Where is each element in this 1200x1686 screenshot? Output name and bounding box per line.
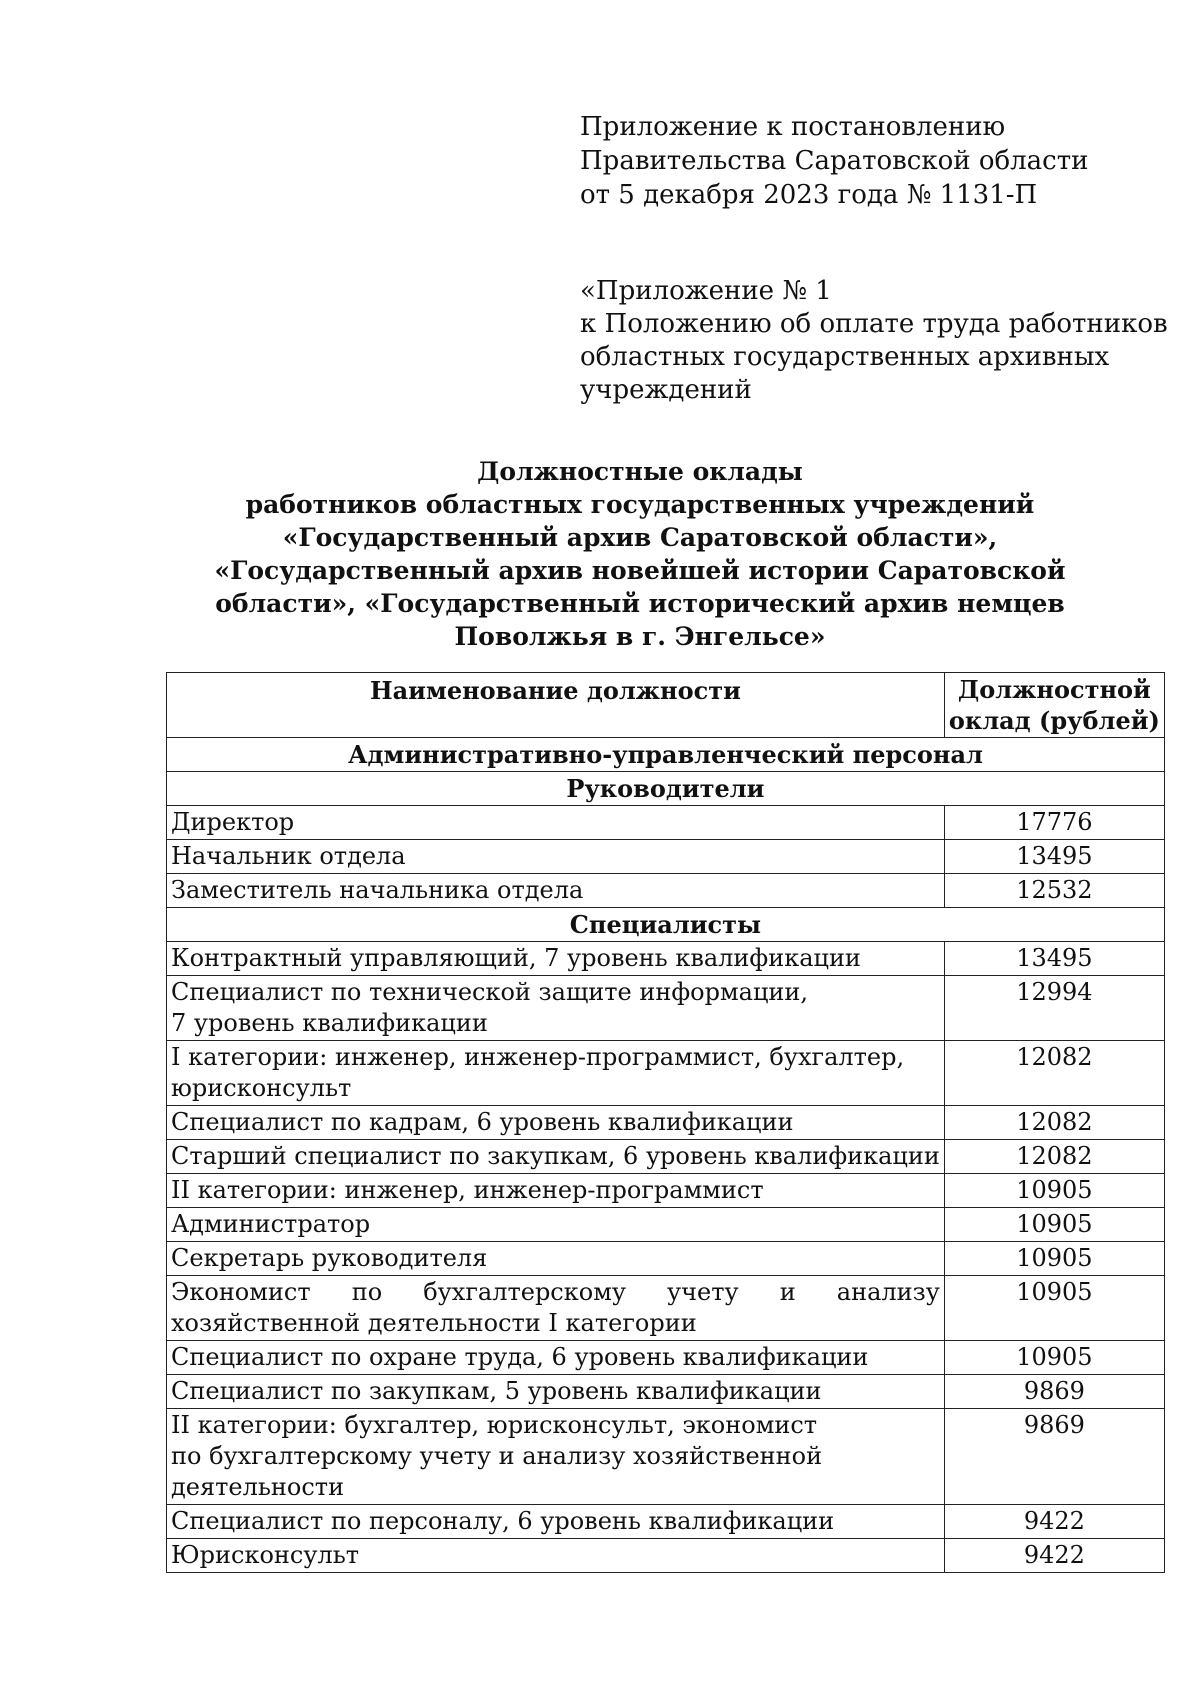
annex-line: от 5 декабря 2023 года № 1131-П — [580, 180, 1038, 210]
annex-block-line: областных государственных архивных — [580, 342, 1110, 372]
section-row — [167, 908, 1165, 942]
table-row — [167, 1242, 1165, 1276]
position-name: Специалист по персоналу, 6 уровень квалификации — [167, 1505, 945, 1539]
section-specialists: Специалисты — [167, 908, 1165, 942]
header-position-name: Наименование должности — [167, 673, 945, 738]
position-name-line: 7 уровень квалификации — [171, 1009, 488, 1037]
position-name: Секретарь руководителя — [167, 1242, 945, 1276]
section-row — [167, 772, 1165, 806]
table-row — [167, 1341, 1165, 1375]
table-row — [167, 840, 1165, 874]
salary-value: 12532 — [944, 874, 1164, 908]
salary-value: 9869 — [944, 1409, 1164, 1505]
header-salary — [944, 673, 1164, 738]
salary-value: 10905 — [944, 1276, 1164, 1341]
position-name: II категории: инженер, инженер-программист — [167, 1174, 945, 1208]
table-row — [167, 1375, 1165, 1409]
position-name: Специалист по закупкам, 5 уровень квалификации — [167, 1375, 945, 1409]
table-row — [167, 1208, 1165, 1242]
title-line: «Государственный архив новейшей истории Саратовской — [214, 556, 1066, 585]
header-salary-line: Должностной — [957, 675, 1151, 704]
position-name-line: по бухгалтерскому учету и анализу хозяйственной — [171, 1442, 823, 1470]
table-row — [167, 1276, 1165, 1341]
position-name — [167, 1041, 945, 1106]
position-name-line: I категории: инженер, инженер-программист, бухгалтер, — [171, 1043, 905, 1071]
position-name: Контрактный управляющий, 7 уровень квалификации — [167, 942, 945, 976]
position-name-line: Специалист по технической защите информации, — [171, 978, 808, 1006]
table-row — [167, 976, 1165, 1041]
position-name-line: юрисконсульт — [171, 1074, 352, 1102]
salary-value: 9869 — [944, 1375, 1164, 1409]
salary-value: 9422 — [944, 1505, 1164, 1539]
annex-reference — [580, 110, 1140, 212]
header-salary-line: оклад (рублей) — [948, 706, 1160, 735]
table-row — [167, 806, 1165, 840]
annex-block-line: «Приложение № 1 — [580, 276, 832, 306]
position-name: Заместитель начальника отдела — [167, 874, 945, 908]
table-row — [167, 1505, 1165, 1539]
salary-table — [166, 672, 1165, 1573]
position-name — [167, 1409, 945, 1505]
salary-value: 12994 — [944, 976, 1164, 1041]
salary-value: 10905 — [944, 1242, 1164, 1276]
salary-value: 17776 — [944, 806, 1164, 840]
table-row — [167, 874, 1165, 908]
table-row — [167, 942, 1165, 976]
title-line: области», «Государственный исторический архив немцев — [215, 589, 1065, 618]
section-admin: Административно-управленческий персонал — [167, 738, 1165, 772]
section-heads: Руководители — [167, 772, 1165, 806]
salary-value: 13495 — [944, 840, 1164, 874]
salary-value: 10905 — [944, 1174, 1164, 1208]
annex-line: Приложение к постановлению — [580, 112, 1006, 142]
table-row — [167, 1140, 1165, 1174]
salary-value: 12082 — [944, 1041, 1164, 1106]
position-name — [167, 976, 945, 1041]
document-title — [200, 455, 1080, 653]
title-line: работников областных государственных учреждений — [245, 490, 1035, 519]
title-line: «Государственный архив Саратовской области», — [282, 523, 998, 552]
title-line: Должностные оклады — [477, 457, 803, 486]
salary-value: 10905 — [944, 1208, 1164, 1242]
table-header-row — [167, 673, 1165, 738]
salary-value: 12082 — [944, 1140, 1164, 1174]
position-name: Юрисконсульт — [167, 1539, 945, 1573]
annex-number-block — [580, 275, 1168, 407]
position-name: Старший специалист по закупкам, 6 уровень квалификации — [167, 1140, 945, 1174]
annex-block-line: к Положению об оплате труда работников — [580, 309, 1168, 339]
section-row — [167, 738, 1165, 772]
annex-line: Правительства Саратовской области — [580, 146, 1089, 176]
position-name: Специалист по охране труда, 6 уровень квалификации — [167, 1341, 945, 1375]
salary-value: 13495 — [944, 942, 1164, 976]
table-row — [167, 1409, 1165, 1505]
position-name: Специалист по кадрам, 6 уровень квалификации — [167, 1106, 945, 1140]
table-row — [167, 1174, 1165, 1208]
salary-value: 10905 — [944, 1341, 1164, 1375]
table-row — [167, 1539, 1165, 1573]
position-name: Начальник отдела — [167, 840, 945, 874]
table-row — [167, 1106, 1165, 1140]
annex-block-line: учреждений — [580, 375, 752, 405]
position-name-line: II категории: бухгалтер, юрисконсульт, экономист — [171, 1411, 818, 1439]
position-name: Директор — [167, 806, 945, 840]
table-row — [167, 1041, 1165, 1106]
salary-value: 12082 — [944, 1106, 1164, 1140]
position-name: Экономист по бухгалтерскому учету и анализу хозяйственной деятельности I категории — [167, 1276, 945, 1341]
position-name-line: деятельности — [171, 1473, 345, 1501]
position-name: Администратор — [167, 1208, 945, 1242]
salary-value: 9422 — [944, 1539, 1164, 1573]
title-line: Поволжья в г. Энгельсе» — [454, 622, 826, 651]
